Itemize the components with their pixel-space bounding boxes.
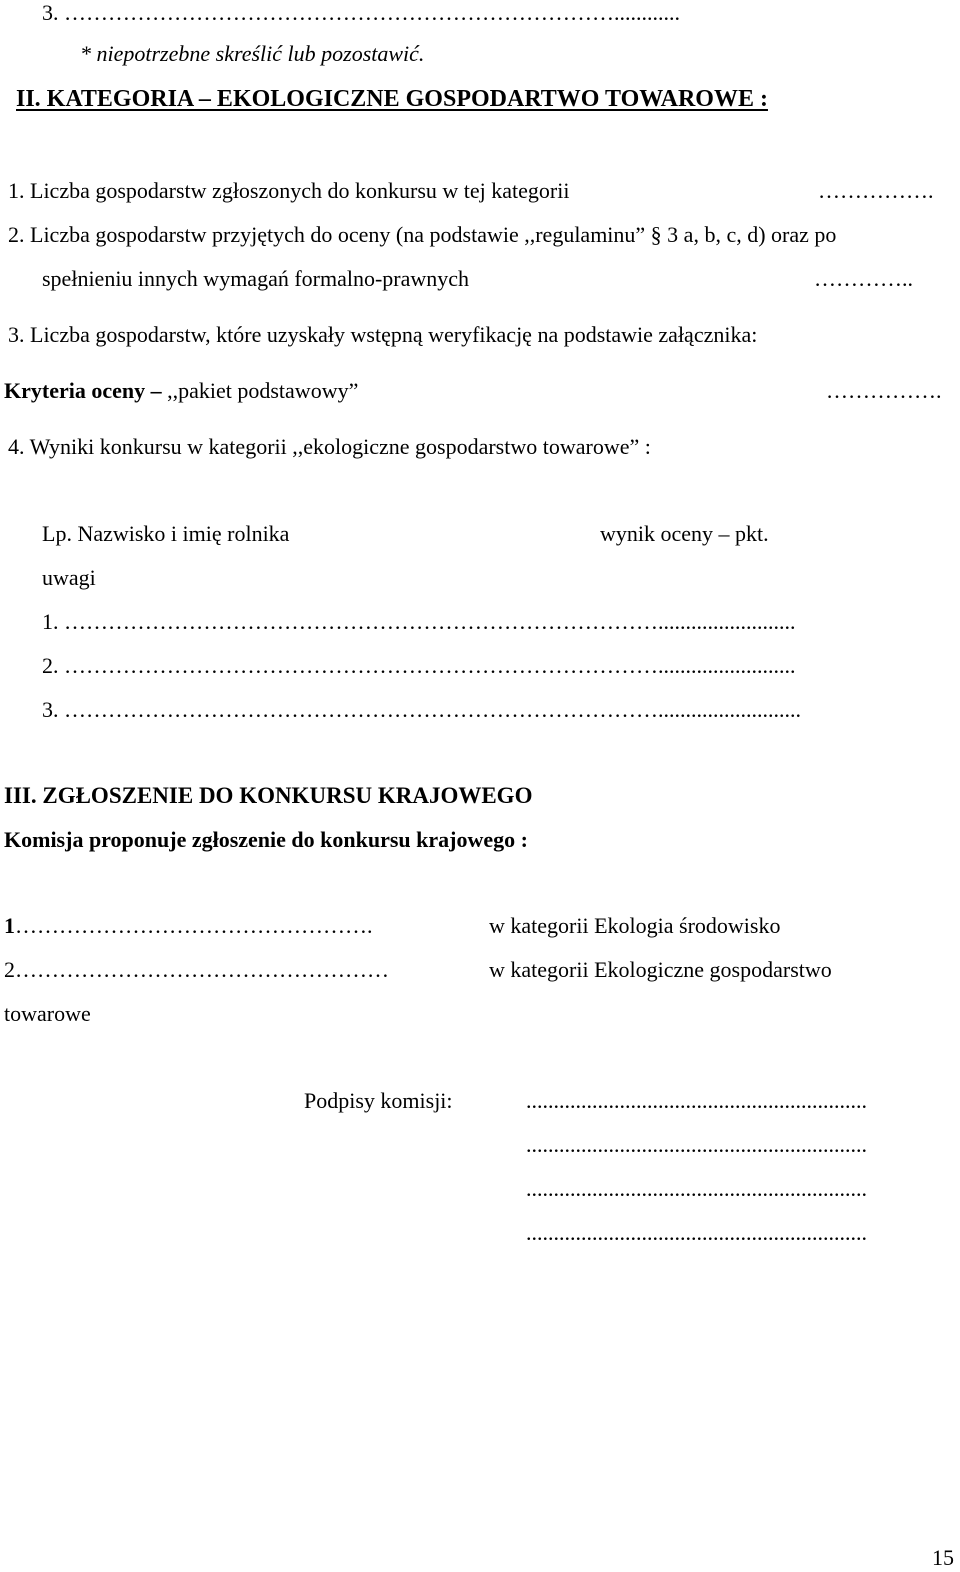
signature-line: .............................................................. bbox=[526, 1176, 867, 1201]
table-header-notes: uwagi bbox=[42, 565, 96, 590]
section-3-heading: III. ZGŁOSZENIE DO KONKURSU KRAJOWEGO bbox=[4, 783, 533, 808]
nomination-1-fill: …………………………………………. bbox=[15, 913, 373, 938]
paragraph-2-line-1: 2. Liczba gospodarstw przyjętych do oceny (na podstawie ,,regulaminu” § 3 a, b, c, d) oraz po bbox=[8, 222, 837, 247]
criteria-line bbox=[4, 378, 358, 404]
criteria-label: Kryteria oceny – bbox=[4, 378, 162, 403]
nomination-2 bbox=[4, 957, 389, 983]
nomination-2-fill: …………………………………………… bbox=[15, 957, 389, 982]
footnote: * niepotrzebne skreślić lub pozostawić. bbox=[80, 41, 425, 66]
paragraph-1-fill: ……………. bbox=[818, 178, 934, 203]
section-3-subheading: Komisja proponuje zgłoszenie do konkursu krajowego : bbox=[4, 827, 528, 852]
table-header-score: wynik oceny – pkt. bbox=[600, 521, 769, 546]
nomination-1 bbox=[4, 913, 373, 939]
criteria-fill: ……………. bbox=[826, 378, 942, 403]
signature-line: .............................................................. bbox=[526, 1132, 867, 1157]
paragraph-1: 1. Liczba gospodarstw zgłoszonych do konkursu w tej kategorii bbox=[8, 178, 570, 203]
nomination-2-number: 2 bbox=[4, 957, 15, 982]
nomination-1-number: 1 bbox=[4, 913, 15, 938]
signatures-label: Podpisy komisji: bbox=[304, 1088, 453, 1113]
paragraph-2-fill: ………….. bbox=[814, 266, 913, 291]
section-2-heading: II. KATEGORIA – EKOLOGICZNE GOSPODARTWO TOWAROWE : bbox=[16, 86, 768, 112]
page-number: 15 bbox=[932, 1545, 954, 1570]
paragraph-3: 3. Liczba gospodarstw, które uzyskały wstępną weryfikację na podstawie załącznika: bbox=[8, 322, 758, 347]
table-header-name: Lp. Nazwisko i imię rolnika bbox=[42, 521, 290, 546]
criteria-value: ,,pakiet podstawowy” bbox=[161, 378, 359, 403]
signature-line: .............................................................. bbox=[526, 1088, 867, 1113]
table-row: 1. ………………………………………………………………………......................... bbox=[42, 609, 796, 634]
item-3-dotted-line: 3. …………………………………………………………………............ bbox=[42, 0, 680, 25]
paragraph-4: 4. Wyniki konkursu w kategorii ,,ekologiczne gospodarstwo towarowe” : bbox=[8, 434, 651, 459]
table-row: 3. ……………………………………………………………………….......................... bbox=[42, 697, 801, 722]
nomination-2-category-cont: towarowe bbox=[4, 1001, 91, 1026]
nomination-2-category: w kategorii Ekologiczne gospodarstwo bbox=[489, 957, 832, 982]
nomination-1-category: w kategorii Ekologia środowisko bbox=[489, 913, 781, 938]
table-row: 2. ………………………………………………………………………......................... bbox=[42, 653, 796, 678]
signature-line: .............................................................. bbox=[526, 1220, 867, 1245]
paragraph-2-line-2: spełnieniu innych wymagań formalno-prawnych bbox=[42, 266, 470, 291]
